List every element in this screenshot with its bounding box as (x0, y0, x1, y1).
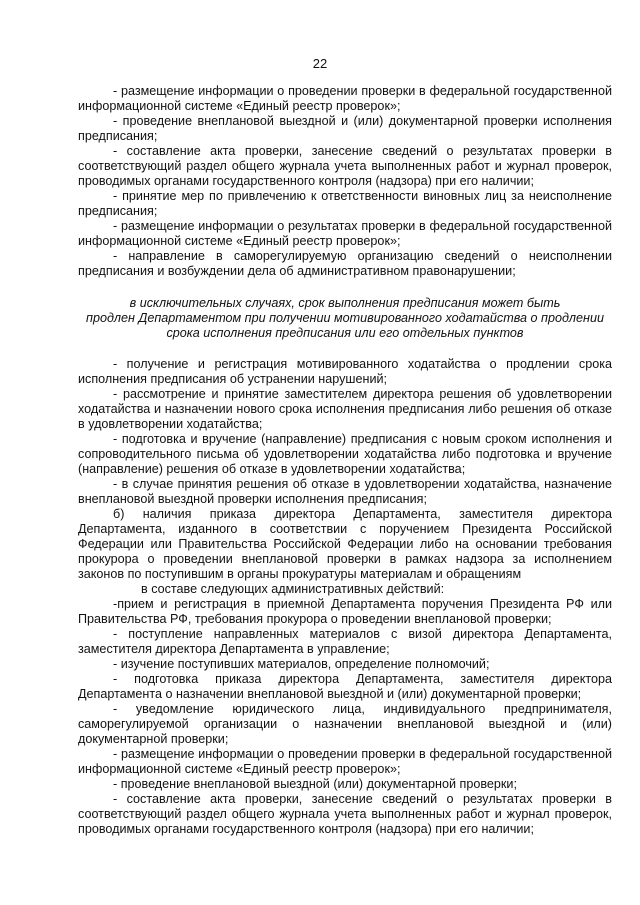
paragraph: - принятие мер по привлечению к ответственности виновных лиц за неисполнение предписания; (78, 189, 612, 218)
heading-line: срока исполнения предписания или его отдельных пунктов (166, 326, 524, 340)
italic-section-heading (78, 296, 612, 341)
paragraph: - подготовка приказа директора Департамента, заместителя директора Департамента о назначении внеплановой выездной и (или) документарной проверки; (78, 672, 612, 701)
paragraph: - составление акта проверки, занесение сведений о результатах проверки в соответствующий раздел общего журнала учета выполненных работ и журнал проверок, проводимых органами государственного контроля (надзора) при его наличии; (78, 144, 612, 188)
heading-line: в исключительных случаях, срок выполнения предписания может быть (129, 296, 561, 310)
paragraph: - рассмотрение и принятие заместителем директора решения об удовлетворении ходатайства и назначении нового срока исполнения предписания либо решения об отказе в удовлетворении ходатайства; (78, 387, 612, 431)
paragraph: - уведомление юридического лица, индивидуального предпринимателя, саморегулируемой организации о назначении внеплановой выездной и (или) документарной проверки; (78, 702, 612, 746)
paragraph: - размещение информации о результатах проверки в федеральной государственной информационной системе «Единый реестр проверок»; (78, 219, 612, 248)
paragraph: - составление акта проверки, занесение сведений о результатах проверки в соответствующий раздел общего журнала учета выполненных работ и журнал проверок, проводимых органами государственного контроля (надзора) при его наличии; (78, 792, 612, 836)
paragraph: - поступление направленных материалов с визой директора Департамента, заместителя директора Департамента в управление; (78, 627, 612, 656)
paragraph: - изучение поступивших материалов, определение полномочий; (113, 657, 490, 671)
paragraph: -прием и регистрация в приемной Департамента поручения Президента РФ или Правительства РФ, требования прокурора о проведении внеплановой проверки; (78, 597, 612, 626)
paragraph: - размещение информации о проведении проверки в федеральной государственной информационной системе «Единый реестр проверок»; (78, 747, 612, 776)
page-number: 22 (312, 56, 328, 71)
composition-line: в составе следующих административных действий: (141, 582, 445, 596)
heading-line: продлен Департаментом при получении мотивированного ходатайства о продлении (86, 311, 604, 325)
paragraph: - проведение внеплановой выездной и (или) документарной проверки исполнения предписания; (78, 114, 612, 143)
document-body (78, 84, 612, 837)
paragraph: - подготовка и вручение (направление) предписания с новым сроком исполнения и сопроводительного письма об удовлетворении ходатайства либо подготовка и вручение (направление) решения об отказе в удовлетворении ходатайства; (78, 432, 612, 476)
paragraph: - в случае принятия решения об отказе в удовлетворении ходатайства, назначение внеплановой выездной проверки исполнения предписания; (78, 477, 612, 506)
paragraph: б) наличия приказа директора Департамента, заместителя директора Департамента, изданного в соответствии с поручением Президента Российской Федерации или Правительства Российской Федерации либо на основании требования прокурора о проведении внеплановой проверки в рамках надзора за исполнением законов по поступившим в органы прокуратуры материалам и обращениям (78, 507, 612, 581)
paragraph: - получение и регистрация мотивированного ходатайства о продлении срока исполнения предписания об устранении нарушений; (78, 357, 612, 386)
paragraph: - направление в саморегулируемую организацию сведений о неисполнении предписания и возбуждении дела об административном правонарушении; (78, 249, 612, 278)
paragraph: - размещение информации о проведении проверки в федеральной государственной информационной системе «Единый реестр проверок»; (78, 84, 612, 113)
paragraph: - проведение внеплановой выездной (или) документарной проверки; (113, 777, 517, 791)
